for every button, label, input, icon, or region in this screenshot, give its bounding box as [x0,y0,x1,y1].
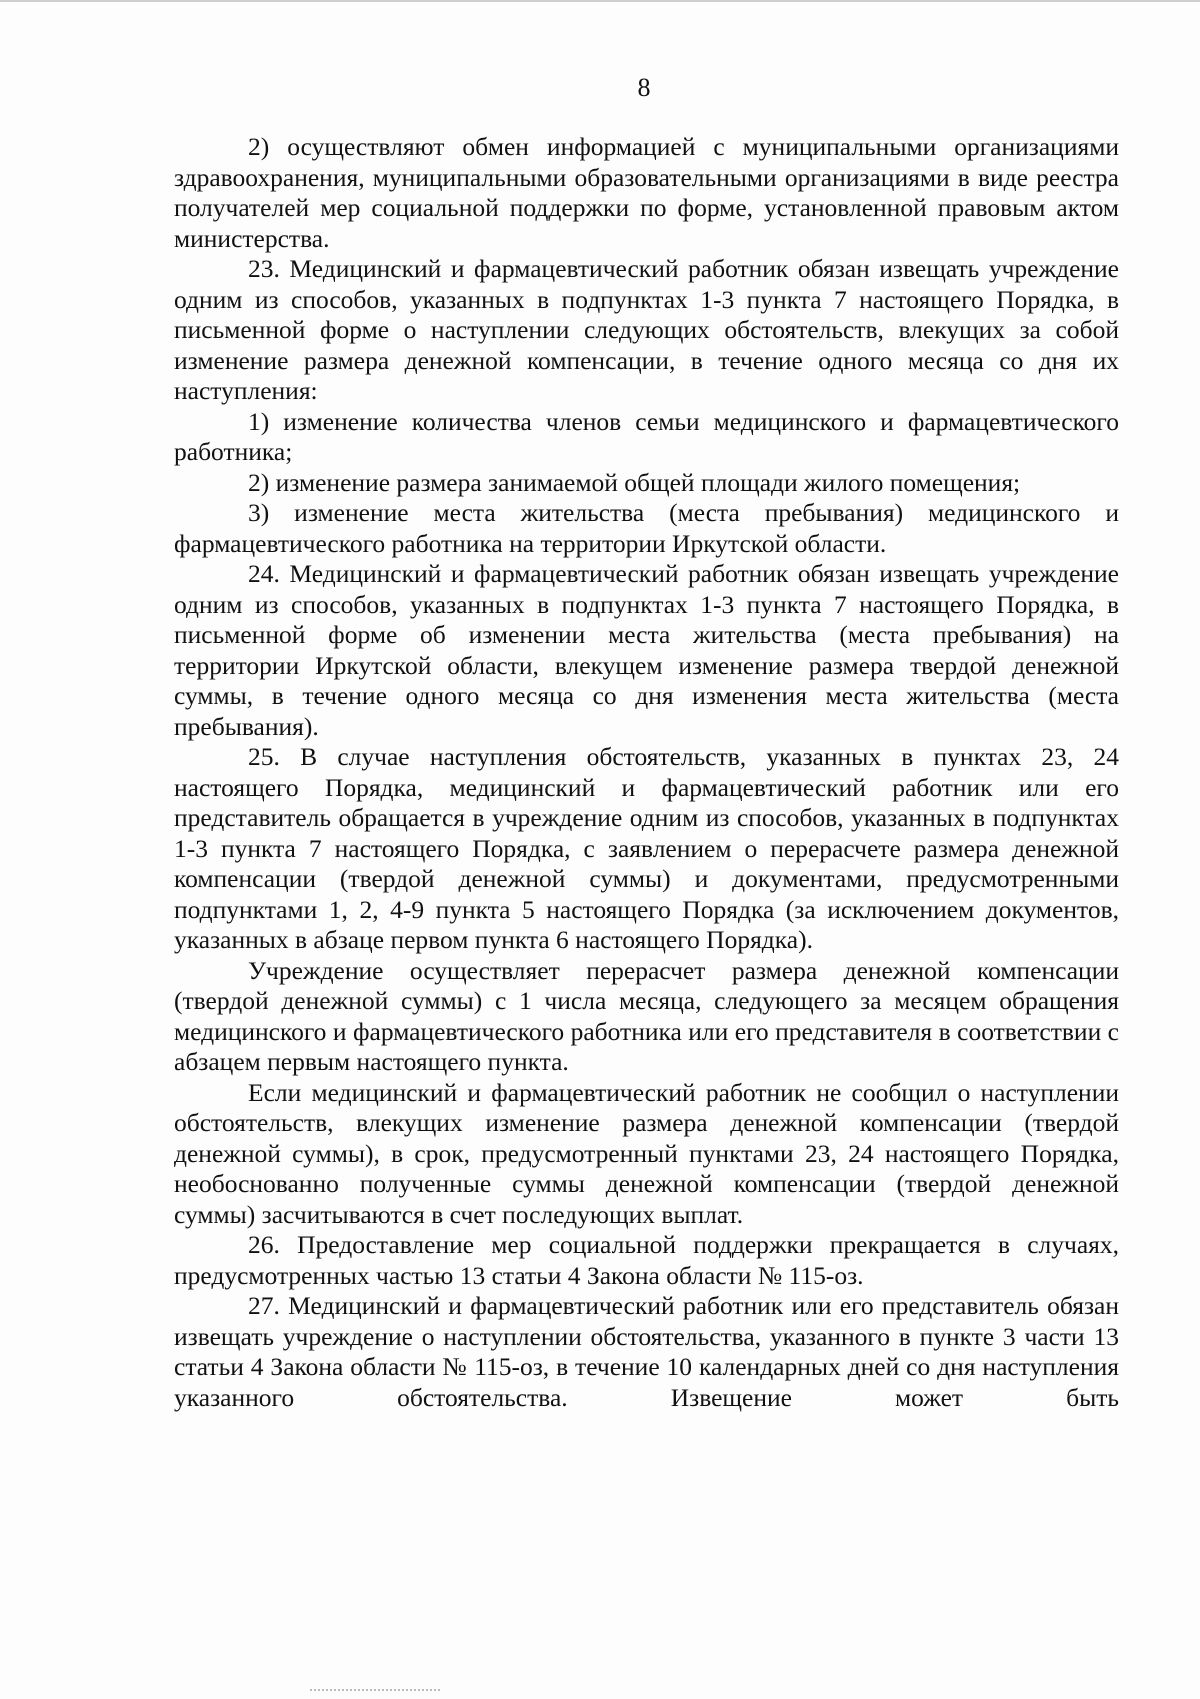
page-top-edge [0,0,1200,2]
paragraph-23-1: 1) изменение количества членов семьи медицинского и фармацевтического работника; [174,406,1119,466]
paragraph-25-overpayment: Если медицинский и фармацевтический работник не сообщил о наступлении обстоятельств, влекущих изменение размера денежной компенсации (твердой денежной суммы), в срок, предусмотренный пунктами 23, 24 настоящего Порядка, необоснованно полученные суммы денежной компенсации (твердой денежной суммы) засчитываются в счет последующих выплат. [174,1077,1119,1229]
paragraph-25-recalculation: Учреждение осуществляет перерасчет размера денежной компенсации (твердой денежной суммы) с 1 числа месяца, следующего за месяцем обращения медицинского и фармацевтического работника или его представителя в соответствии с абзацем первым настоящего пункта. [174,955,1119,1076]
paragraph-22-2: 2) осуществляют обмен информацией с муниципальными организациями здравоохранения, муниципальными образовательными организациями в виде реестра получателей мер социальной поддержки по форме, установленной правовым актом министерства. [174,132,1119,253]
paragraph-26: 26. Предоставление мер социальной поддержки прекращается в случаях, предусмотренных частью 13 статьи 4 Закона области № 115-оз. [174,1230,1119,1290]
paragraph-23-3: 3) изменение места жительства (места пребывания) медицинского и фармацевтического работника на территории Иркутской области. [174,498,1119,558]
page-number: 8 [637,73,651,102]
paragraph-25: 25. В случае наступления обстоятельств, указанных в пунктах 23, 24 настоящего Порядка, медицинский и фармацевтический работник или его представитель обращается в учреждение одним из способов, указанных в подпунктах 1-3 пункта 7 настоящего Порядка, с заявлением о перерасчете размера денежной компенсации (твердой денежной суммы) и документами, предусмотренными подпунктами 1, 2, 4-9 пункта 5 настоящего Порядка (за исключением документов, указанных в абзаце первом пункта 6 настоящего Порядка). [174,742,1119,954]
paragraph-27: 27. Медицинский и фармацевтический работник или его представитель обязан извещать учреждение о наступлении обстоятельства, указанного в пункте 3 части 13 статьи 4 Закона области № 115-оз, в течение 10 календарных дней со дня наступления указанного обстоятельства. Извещение может быть [174,1291,1119,1412]
paragraph-23-2: 2) изменение размера занимаемой общей площади жилого помещения; [248,467,1021,497]
paragraph-24: 24. Медицинский и фармацевтический работник обязан извещать учреждение одним из способов, указанных в подпунктах 1-3 пункта 7 настоящего Порядка, в письменной форме об изменении места жительства (места пребывания) на территории Иркутской области, влекущем изменение размера твердой денежной суммы, в течение одного месяца со дня изменения места жительства (места пребывания). [174,559,1119,741]
paragraph-23: 23. Медицинский и фармацевтический работник обязан извещать учреждение одним из способов, указанных в подпунктах 1-3 пункта 7 настоящего Порядка, в письменной форме о наступлении следующих обстоятельств, влекущих за собой изменение размера денежной компенсации, в течение одного месяца со дня их наступления: [174,254,1119,405]
document-body [174,132,1119,1413]
page-bottom-marks [310,1689,440,1693]
